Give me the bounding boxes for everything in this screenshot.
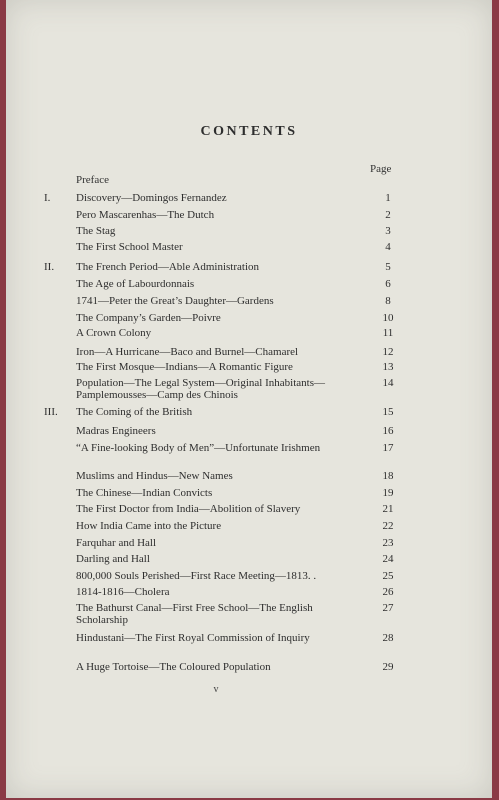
entry-title: The First Doctor from India—Abolition of Slavery [76,503,301,515]
entry-title: The Bathurst Canal—First Free School—The English Scholarship [76,602,313,626]
chapter-number: III. [44,406,58,418]
entry-title: Darling and Hall [76,553,150,565]
page-number: 23 [382,537,394,549]
page-number: 5 [385,261,391,273]
entry-title: Farquhar and Hall [76,537,157,549]
entry-title: Iron—A Hurricane—Baco and Burnel—Chamarel [76,346,299,358]
entry-title: The First Mosque—Indians—A Romantic Figure [76,361,293,373]
book-page [6,0,492,798]
chapter-number: I. [44,192,51,204]
entry-title: 1814-1816—Cholera [76,586,170,598]
entry-title: A Huge Tortoise—The Coloured Population [76,661,271,673]
page-number: 21 [382,503,394,515]
page-number: 6 [385,278,391,290]
entry-title: The Company’s Garden—Poivre [76,312,221,324]
entry-title: 1741—Peter the Great’s Daughter—Gardens [76,295,274,307]
entry-title: “A Fine-looking Body of Men”—Unfortunate Irishmen [76,442,321,454]
entry-title: The Stag [76,225,116,237]
entry-title: The First School Master [76,241,183,253]
page-number: 16 [382,425,394,437]
entry-title: Pero Mascarenhas—The Dutch [76,209,215,221]
page-number: 15 [382,406,394,418]
page-number: 22 [382,520,394,532]
entry-title: Madras Engineers [76,425,156,437]
entry-title: The French Period—Able Administration [76,261,259,273]
toc-list [6,0,492,798]
page-number: 3 [385,225,391,237]
page-number: 19 [382,487,394,499]
page-number: 28 [382,632,394,644]
entry-title: Population—The Legal System—Original Inhabitants—Pamplemousses—Camp des Chinois [76,377,325,401]
page-number: 8 [385,295,391,307]
page-number: 13 [382,361,394,373]
page-number: 24 [382,553,394,565]
entry-title: 800,000 Souls Perished—First Race Meeting—1813. . [76,570,317,582]
page-number: 29 [382,661,394,673]
page-number: 17 [382,442,394,454]
entry-title: Hindustani—The First Royal Commission of Inquiry [76,632,310,644]
page-number: 10 [382,312,394,324]
page-number: 18 [382,470,394,482]
entry-title: Muslims and Hindus—New Names [76,470,233,482]
page-column-heading: Page [370,163,392,175]
entry-title: The Chinese—Indian Convicts [76,487,213,499]
page-number: 11 [382,327,394,339]
entry-title: How India Came into the Picture [76,520,222,532]
entry-title: The Age of Labourdonnais [76,278,195,290]
page-number: 25 [382,570,394,582]
page-number: 12 [382,346,394,358]
page-title: CONTENTS [200,124,298,139]
preface-entry: Preface [76,174,109,186]
page-number: 1 [385,192,391,204]
page-number: 27 [382,602,394,614]
page-number: 4 [385,241,391,253]
page-folio: v [213,684,219,695]
entry-title: Discovery—Domingos Fernandez [76,192,227,204]
entry-title: A Crown Colony [76,327,152,339]
page-number: 2 [385,209,391,221]
page-number: 14 [382,377,394,389]
chapter-number: II. [44,261,55,273]
entry-title: The Coming of the British [76,406,193,418]
page-number: 26 [382,586,394,598]
